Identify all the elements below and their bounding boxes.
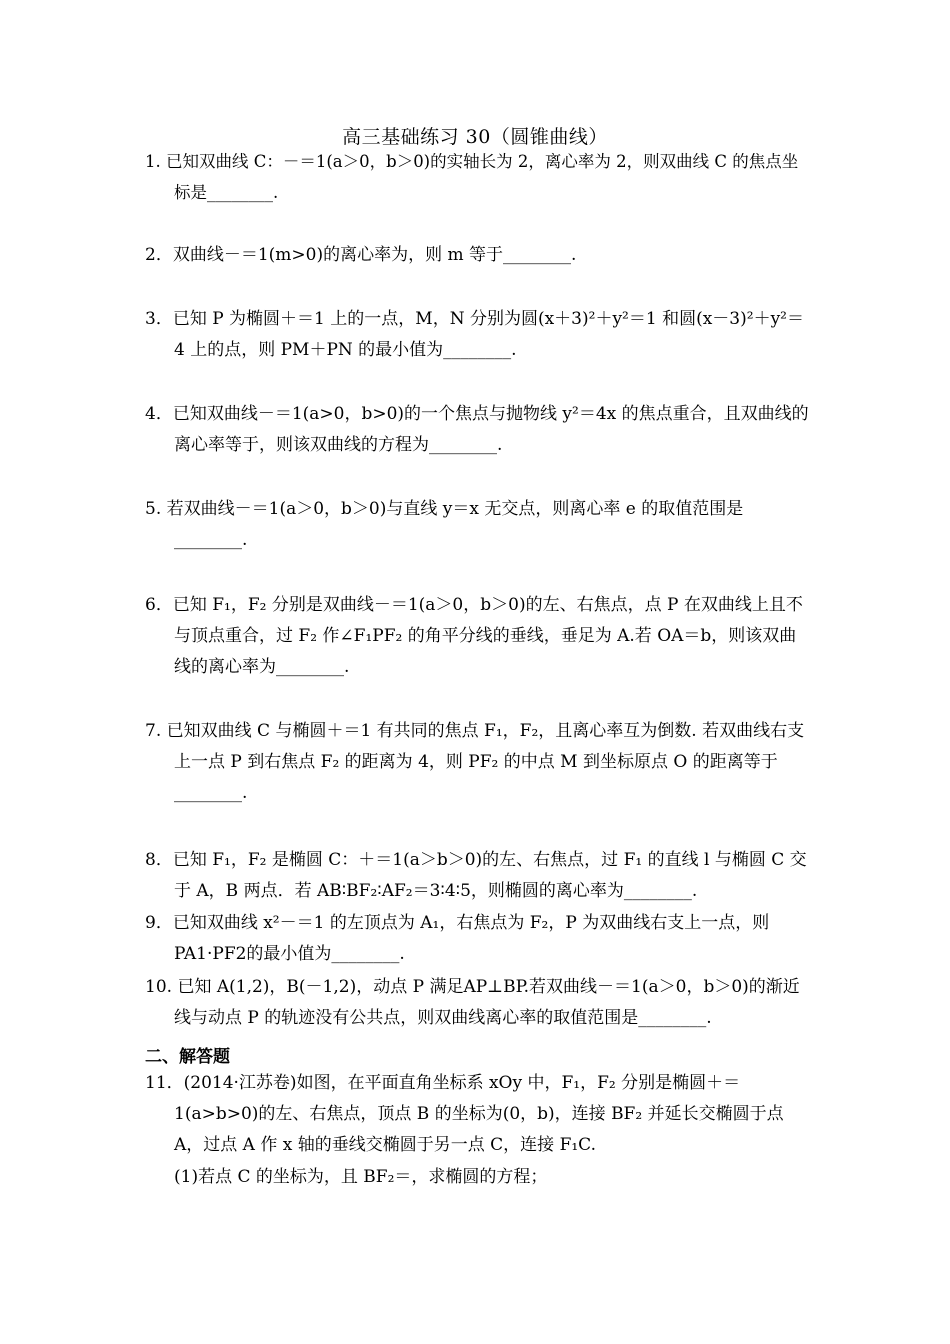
question-6: 6．已知 F₁，F₂ 分别是双曲线－＝1(a＞0，b＞0)的左、右焦点，点 P 在双曲线上且不与顶点重合，过 F₂ 作∠F₁PF₂ 的角平分线的垂线，垂足为 A.若 OA＝b，则该双曲线的离心率为________.: [145, 595, 803, 677]
question-11: 11．(2014·江苏卷)如图，在平面直角坐标系 xOy 中，F₁，F₂ 分别是椭圆＋＝1(a>b>0)的左、右焦点，顶点 B 的坐标为(0，b)，连接 BF₂ 并延长交椭圆于点 A，过点 A 作 x 轴的垂线交椭圆于另一点 C，连接 F₁C.: [145, 1073, 784, 1155]
question-2: 2．双曲线－＝1(m>0)的离心率为，则 m 等于________.: [145, 245, 577, 265]
section-heading: 二、解答题: [145, 1047, 230, 1067]
question-8: 8．已知 F₁，F₂ 是椭圆 C：＋＝1(a＞b＞0)的左、右焦点，过 F₁ 的直线 l 与椭圆 C 交于 A，B 两点．若 AB∶BF₂∶AF₂＝3∶4∶5，则椭圆的离心率为________.: [145, 850, 807, 901]
question-11-part-1: (1)若点 C 的坐标为，且 BF₂＝，求椭圆的方程；: [174, 1167, 548, 1187]
page-title: 高三基础练习 30（圆锥曲线）: [342, 126, 608, 148]
question-9: 9．已知双曲线 x²－＝1 的左顶点为 A₁，右焦点为 F₂，P 为双曲线右支上一点，则 PA1·PF2的最小值为________.: [145, 913, 770, 964]
question-4: 4．已知双曲线－＝1(a>0，b>0)的一个焦点与抛物线 y²＝4x 的焦点重合，且双曲线的离心率等于，则该双曲线的方程为________.: [145, 404, 809, 455]
question-10: 10. 已知 A(1,2)，B(－1,2)，动点 P 满足AP⊥BP.若双曲线－＝1(a＞0，b＞0)的渐近线与动点 P 的轨迹没有公共点，则双曲线离心率的取值范围是________.: [145, 977, 800, 1028]
question-5: 5. 若双曲线－＝1(a＞0，b＞0)与直线 y＝x 无交点，则离心率 e 的取值范围是________.: [145, 499, 744, 550]
question-1: 1. 已知双曲线 C：－＝1(a＞0，b＞0)的实轴长为 2，离心率为 2，则双曲线 C 的焦点坐标是________.: [145, 152, 799, 202]
question-3: 3．已知 P 为椭圆＋＝1 上的一点，M，N 分别为圆(x＋3)²＋y²＝1 和圆(x－3)²＋y²＝4 上的点，则 PM＋PN 的最小值为________.: [145, 309, 804, 360]
question-7: 7. 已知双曲线 C 与椭圆＋＝1 有共同的焦点 F₁，F₂，且离心率互为倒数. 若双曲线右支上一点 P 到右焦点 F₂ 的距离为 4，则 PF₂ 的中点 M 到坐标原点 O 的距离等于________.: [145, 721, 805, 803]
